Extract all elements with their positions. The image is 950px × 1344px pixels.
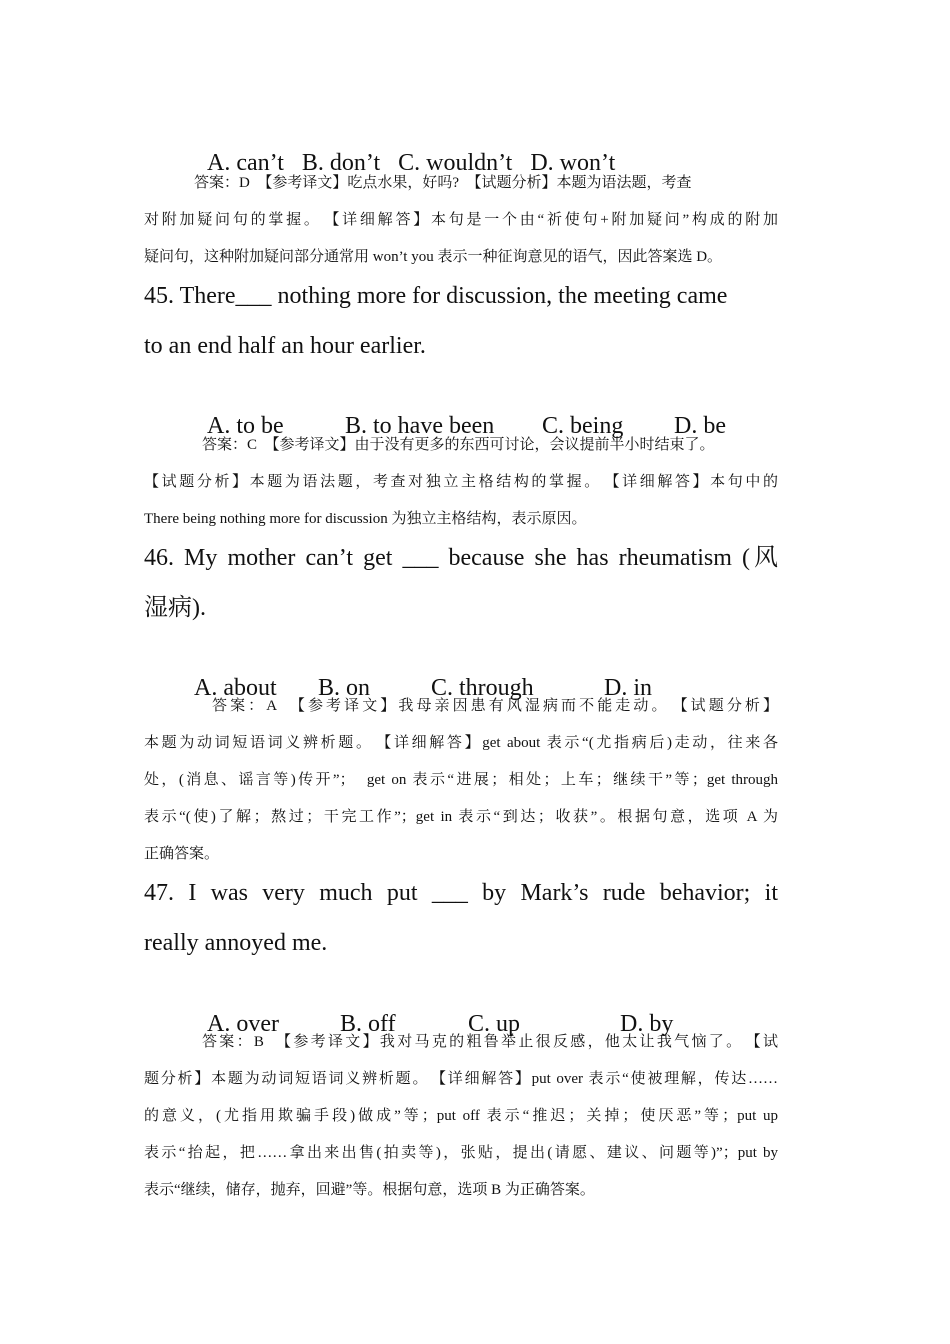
option-b: B. don’t bbox=[301, 150, 381, 176]
answer-line: 表示“抬起，把……拿出来出售(拍卖等)，张贴，提出(请愿、建议、问题等)”；put by bbox=[144, 1145, 778, 1161]
question-line: 湿病). bbox=[144, 595, 206, 621]
q46-question-cont bbox=[144, 583, 778, 633]
answer-line: 表示“继续，储存，抛弃，回避”等。根据句意，选项 B 为正确答案。 bbox=[144, 1182, 595, 1198]
option-a: A. to be bbox=[207, 413, 284, 439]
question-line: 46. My mother can’t get ___ because she has rheumatism (风 bbox=[144, 545, 778, 571]
q46-question bbox=[144, 533, 778, 583]
q45-question bbox=[144, 271, 778, 371]
answer-line: 答案：B 【参考译文】我对马克的粗鲁举止很反感，他太让我气恼了。 【试 bbox=[202, 1034, 778, 1050]
answer-line: 处，(消息、谣言等)传开”； get on 表示“进展；相处；上车；继续干”等；get through bbox=[144, 772, 778, 788]
option-a: A. about bbox=[194, 675, 277, 701]
q46-answer bbox=[144, 688, 778, 873]
answer-line: 的意义，(尤指用欺骗手段)做成”等；put off 表示“推迟；关掉；使厌恶”等；put up bbox=[144, 1108, 778, 1124]
answer-line: 正确答案。 bbox=[144, 846, 220, 862]
answer-line: 本题为动词短语词义辨析题。 【详细解答】get about 表示“(尤指病后)走动，往来各 bbox=[144, 735, 778, 751]
question-line: 47. I was very much put ___ by Mark’s rude behavior; it bbox=[144, 880, 778, 906]
option-a: A. can’t bbox=[207, 150, 284, 176]
option-d: D. be bbox=[674, 413, 726, 439]
option-b: B. off bbox=[340, 1011, 396, 1037]
answer-line: There being nothing more for discussion 为独立主格结构，表示原因。 bbox=[144, 511, 587, 527]
option-c: C. up bbox=[468, 1011, 521, 1037]
answer-line: 答案：D 【参考译文】吃点水果，好吗? 【试题分析】本题为语法题，考查 bbox=[194, 175, 692, 191]
answer-line: 题分析】本题为动词短语词义辨析题。 【详细解答】put over 表示“使被理解，传达…… bbox=[144, 1071, 778, 1087]
answer-line: 答案：C 【参考译文】由于没有更多的东西可讨论，会议提前半小时结束了。 bbox=[202, 437, 715, 453]
question-line: really annoyed me. bbox=[144, 930, 328, 956]
q44-answer bbox=[144, 165, 778, 276]
q47-question-cont bbox=[144, 918, 778, 968]
q47-answer bbox=[144, 1024, 778, 1209]
option-c: C. being bbox=[542, 413, 624, 439]
answer-line: 【试题分析】本题为语法题，考查对独立主格结构的掌握。 【详细解答】本句中的 bbox=[144, 474, 778, 490]
q47-question bbox=[144, 868, 778, 918]
answer-line: 表示“(使)了解；熬过；干完工作”；get in 表示“到达；收获”。根据句意，选项 A 为 bbox=[144, 809, 778, 825]
option-b: B. to have been bbox=[345, 413, 495, 439]
answer-line: 答案：A 【参考译文】我母亲因患有风湿病而不能走动。 【试题分析】 bbox=[212, 698, 778, 714]
question-line: to an end half an hour earlier. bbox=[144, 333, 426, 359]
question-line: 45. There___ nothing more for discussion, the meeting came bbox=[144, 283, 728, 309]
answer-line: 疑问句，这种附加疑问部分通常用 won’t you 表示一种征询意见的语气，因此答案选 D。 bbox=[144, 249, 723, 265]
option-d: D. won’t bbox=[530, 150, 616, 176]
option-b: B. on bbox=[318, 675, 371, 701]
option-c: C. through bbox=[431, 675, 534, 701]
q45-answer bbox=[144, 427, 778, 538]
option-a: A. over bbox=[207, 1011, 279, 1037]
option-d: D. in bbox=[604, 675, 652, 701]
option-c: C. wouldn’t bbox=[398, 150, 513, 176]
answer-line: 对附加疑问句的掌握。 【详细解答】本句是一个由“祈使句+附加疑问”构成的附加 bbox=[144, 212, 778, 228]
option-d: D. by bbox=[620, 1011, 674, 1037]
